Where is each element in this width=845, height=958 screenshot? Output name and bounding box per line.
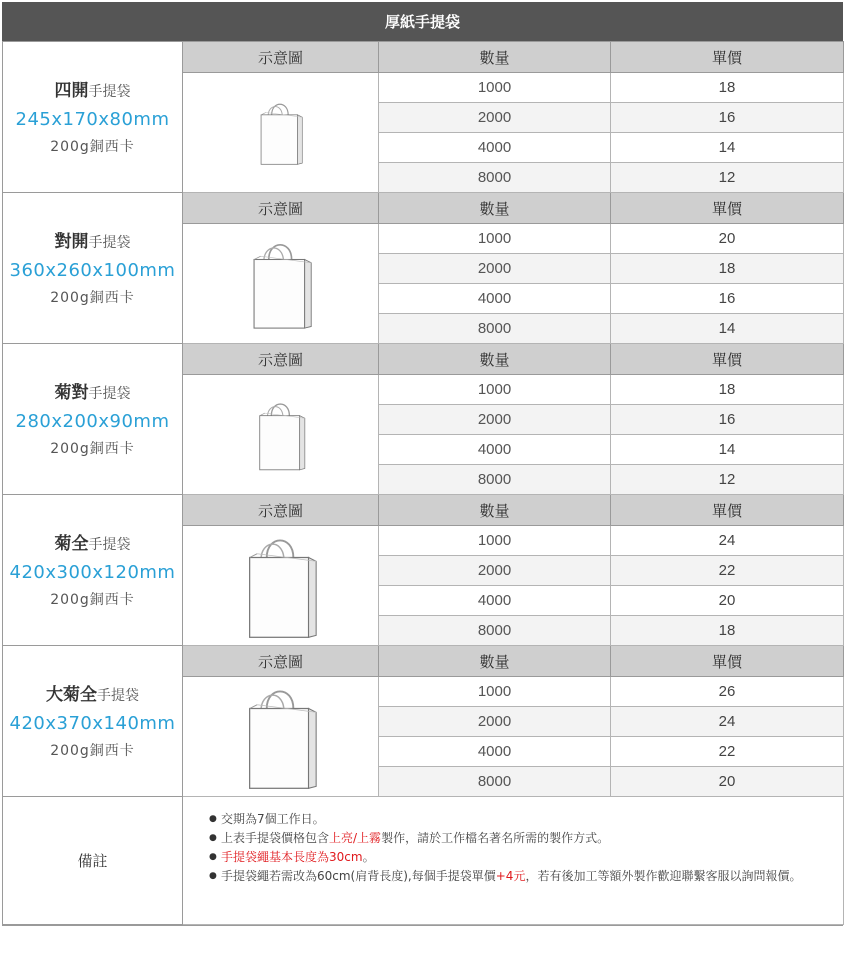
bag-illustration-cell (183, 224, 379, 344)
shopping-bag-icon (254, 97, 307, 168)
bag-size: 420x370x140mm (9, 713, 176, 734)
note-highlight: 手提袋繩基本長度為30cm (221, 850, 363, 864)
note-item (209, 830, 833, 847)
bag-size: 360x260x100mm (9, 260, 176, 281)
bag-paper: 200g銅西卡 (50, 290, 135, 306)
bag-name-cell (3, 646, 183, 797)
qty-cell: 4000 (379, 284, 611, 314)
note-item (209, 811, 833, 828)
bag-name-bold: 菊全 (54, 534, 89, 554)
header-image: 示意圖 (183, 646, 379, 677)
price-cell: 16 (611, 103, 844, 133)
qty-cell: 8000 (379, 163, 611, 193)
header-image: 示意圖 (183, 42, 379, 73)
bag-name-bold: 菊對 (54, 383, 89, 403)
bag-paper: 200g銅西卡 (50, 441, 135, 457)
price-cell: 16 (611, 284, 844, 314)
qty-cell: 2000 (379, 254, 611, 284)
header-price: 單價 (611, 344, 844, 375)
bag-name (3, 378, 182, 403)
qty-cell: 4000 (379, 133, 611, 163)
bag-name-bold: 大菊全 (46, 685, 97, 705)
page-title: 厚紙手提袋 (2, 2, 843, 41)
bag-name-cell (3, 344, 183, 495)
price-cell: 24 (611, 526, 844, 556)
header-qty: 數量 (379, 646, 611, 677)
bag-size: 420x300x120mm (9, 562, 176, 583)
bag-illustration-cell (183, 375, 379, 495)
price-cell: 20 (611, 224, 844, 254)
note-text: 交期為7個工作日。 (221, 812, 325, 826)
shopping-bag-icon (244, 235, 318, 333)
bag-size: 245x170x80mm (15, 109, 170, 130)
bag-name (3, 529, 182, 554)
qty-cell: 1000 (379, 526, 611, 556)
bag-name (3, 76, 182, 101)
header-qty: 數量 (379, 344, 611, 375)
bag-illustration-cell (183, 73, 379, 193)
price-cell: 16 (611, 405, 844, 435)
bag-name-suffix: 手提袋 (88, 386, 131, 402)
qty-cell: 1000 (379, 73, 611, 103)
header-price: 單價 (611, 646, 844, 677)
qty-cell: 2000 (379, 405, 611, 435)
price-cell: 22 (611, 737, 844, 767)
header-qty: 數量 (379, 42, 611, 73)
price-cell: 24 (611, 707, 844, 737)
qty-cell: 1000 (379, 375, 611, 405)
price-cell: 26 (611, 677, 844, 707)
qty-cell: 1000 (379, 224, 611, 254)
shopping-bag-icon (238, 529, 324, 643)
bag-name-bold: 四開 (54, 81, 89, 101)
price-cell: 22 (611, 556, 844, 586)
price-table (2, 41, 844, 925)
bag-paper: 200g銅西卡 (50, 592, 135, 608)
price-cell: 18 (611, 616, 844, 646)
price-cell: 20 (611, 586, 844, 616)
bag-name-suffix: 手提袋 (88, 537, 131, 553)
shopping-bag-icon (238, 680, 324, 794)
price-cell: 14 (611, 133, 844, 163)
price-cell: 20 (611, 767, 844, 797)
header-image: 示意圖 (183, 495, 379, 526)
header-price: 單價 (611, 495, 844, 526)
header-qty: 數量 (379, 495, 611, 526)
qty-cell: 4000 (379, 435, 611, 465)
note-text: ，若有後加工等額外製作歡迎聯繫客服以詢問報價。 (525, 869, 802, 883)
qty-cell: 4000 (379, 586, 611, 616)
bag-illustration-cell (183, 526, 379, 646)
price-cell: 12 (611, 163, 844, 193)
price-sheet (2, 2, 843, 926)
bag-name (3, 227, 182, 252)
bag-paper: 200g銅西卡 (50, 743, 135, 759)
header-image: 示意圖 (183, 344, 379, 375)
bag-paper: 200g銅西卡 (50, 139, 135, 155)
price-cell: 14 (611, 314, 844, 344)
price-cell: 14 (611, 435, 844, 465)
notes-label: 備註 (3, 797, 183, 925)
note-text: 。 (362, 850, 375, 864)
price-cell: 18 (611, 375, 844, 405)
qty-cell: 4000 (379, 737, 611, 767)
qty-cell: 2000 (379, 103, 611, 133)
bag-name-suffix: 手提袋 (88, 235, 131, 251)
header-image: 示意圖 (183, 193, 379, 224)
bag-name-cell (3, 193, 183, 344)
notes-cell (183, 797, 844, 925)
price-cell: 12 (611, 465, 844, 495)
qty-cell: 8000 (379, 616, 611, 646)
bag-name-suffix: 手提袋 (97, 688, 139, 704)
table-bottom-border (2, 925, 843, 926)
bag-name-suffix: 手提袋 (88, 84, 131, 100)
qty-cell: 1000 (379, 677, 611, 707)
qty-cell: 2000 (379, 556, 611, 586)
note-item (209, 849, 833, 866)
note-highlight: +4元 (495, 869, 526, 883)
price-cell: 18 (611, 254, 844, 284)
header-qty: 數量 (379, 193, 611, 224)
bag-size: 280x200x90mm (15, 411, 170, 432)
notes-list (209, 811, 833, 885)
qty-cell: 8000 (379, 314, 611, 344)
shopping-bag-icon (252, 396, 310, 474)
header-price: 單價 (611, 42, 844, 73)
note-item (209, 868, 833, 885)
note-text: 上表手提袋價格包含 (221, 831, 330, 845)
bag-name-cell (3, 42, 183, 193)
note-text: 製作，請於工作檔名著名所需的製作方式。 (381, 831, 610, 845)
note-text: 手提袋繩若需改為60cm(肩背長度),每個手提袋單價 (221, 869, 496, 883)
qty-cell: 8000 (379, 767, 611, 797)
bag-name-bold: 對開 (54, 232, 89, 252)
qty-cell: 8000 (379, 465, 611, 495)
note-highlight: 上亮/上霧 (329, 831, 382, 845)
header-price: 單價 (611, 193, 844, 224)
bag-name-cell (3, 495, 183, 646)
price-cell: 18 (611, 73, 844, 103)
bag-illustration-cell (183, 677, 379, 797)
bag-name (3, 680, 182, 705)
qty-cell: 2000 (379, 707, 611, 737)
